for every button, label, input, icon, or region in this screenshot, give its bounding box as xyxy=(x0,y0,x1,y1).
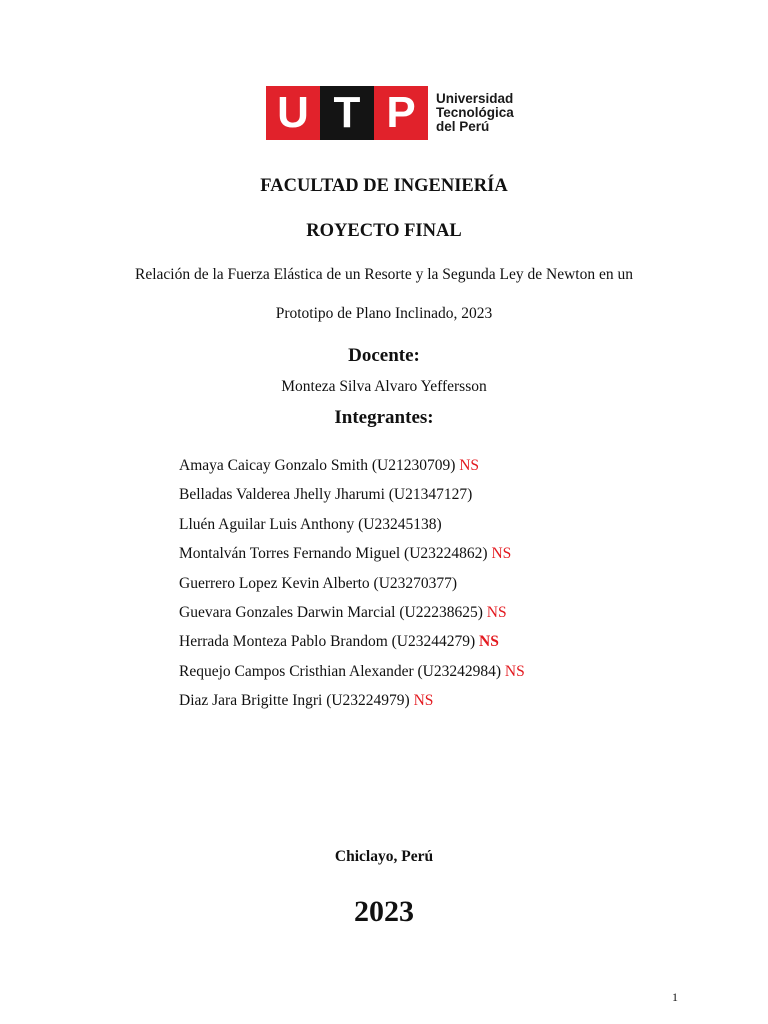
ns-tag: NS xyxy=(413,692,434,710)
ns-tag: NS xyxy=(486,603,507,621)
year: 2023 xyxy=(354,895,414,928)
member-name: Lluén Aguilar Luis Anthony (U23245138) xyxy=(179,515,442,533)
member-name: Herrada Monteza Pablo Brandom (U23244279) xyxy=(179,633,476,651)
member-item xyxy=(179,515,525,544)
member-name: Diaz Jara Brigitte Ingri (U23224979) xyxy=(179,692,410,710)
logo-letter-u: U xyxy=(266,86,320,140)
member-item xyxy=(179,662,525,691)
logo-letter-p: P xyxy=(374,86,428,140)
member-item xyxy=(179,632,525,661)
logo-text-line: Universidad xyxy=(436,91,514,106)
members-list xyxy=(179,456,525,721)
project-heading: ROYECTO FINAL xyxy=(306,221,462,241)
member-item xyxy=(179,603,525,632)
teacher-name: Monteza Silva Alvaro Yeffersson xyxy=(281,378,487,395)
logo-text-line: del Perú xyxy=(436,119,490,134)
ns-tag: NS xyxy=(459,457,480,474)
member-item xyxy=(179,485,525,514)
ns-tag: NS xyxy=(479,633,499,651)
logo-text-line: Tecnológica xyxy=(436,105,514,120)
teacher-heading: Docente: xyxy=(348,345,420,366)
project-title-line-2: Prototipo de Plano Inclinado, 2023 xyxy=(275,305,493,322)
logo-letter-t: T xyxy=(320,86,374,140)
member-name: Requejo Campos Cristhian Alexander (U23242984) xyxy=(179,662,502,680)
member-name: Guevara Gonzales Darwin Marcial (U22238625) xyxy=(179,603,483,621)
project-title-line-1: Relación de la Fuerza Elástica de un Resorte y la Segunda Ley de Newton en un xyxy=(135,266,633,283)
logo-wordmark xyxy=(436,92,514,134)
member-item xyxy=(179,544,525,573)
members-heading: Integrantes: xyxy=(334,407,434,428)
member-name: Amaya Caicay Gonzalo Smith (U21230709) xyxy=(179,457,456,474)
ns-tag: NS xyxy=(504,662,525,680)
member-name: Belladas Valderea Jhelly Jharumi (U21347127) xyxy=(179,486,473,504)
faculty-heading: FACULTAD DE INGENIERÍA xyxy=(260,176,508,196)
city: Chiclayo, Perú xyxy=(334,848,434,865)
member-item xyxy=(179,456,525,485)
ns-tag: NS xyxy=(491,545,512,563)
member-item xyxy=(179,691,525,720)
page-number: 1 xyxy=(672,990,678,1004)
utp-logo xyxy=(266,86,514,140)
member-name: Montalván Torres Fernando Miguel (U23224862) xyxy=(179,545,488,563)
member-name: Guerrero Lopez Kevin Alberto (U23270377) xyxy=(179,574,458,592)
member-item xyxy=(179,574,525,603)
